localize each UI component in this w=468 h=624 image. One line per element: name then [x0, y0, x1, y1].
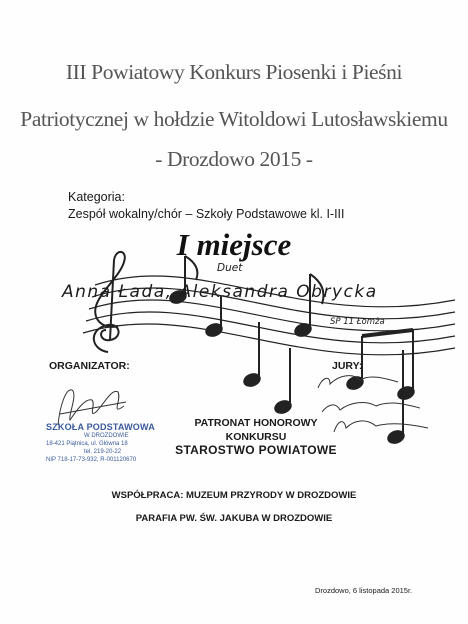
organizer-label: ORGANIZATOR:: [49, 360, 130, 372]
stamp-line: 18-421 Piątnica, ul. Główna 18: [46, 441, 128, 447]
winner-school: SP 11 Łomża: [330, 317, 385, 327]
place-date: Drozdowo, 6 listopada 2015r.: [315, 586, 413, 595]
category-value: Zespół wokalny/chór – Szkoły Podstawowe kl. I-III: [68, 207, 345, 221]
jury-signature-2: [322, 403, 420, 412]
stamp-school-name: SZKOŁA PODSTAWOWA: [46, 422, 155, 432]
cooperation-line2: PARAFIA PW. ŚW. JAKUBA W DROZDOWIE: [135, 513, 333, 524]
stamp-line: tel. 219-20-22: [84, 449, 122, 455]
organizer-signature: [58, 390, 126, 425]
stamp-line: W DROZDOWIE: [84, 433, 129, 439]
contest-title-line2: Patriotycznej w hołdzie Witoldowi Lutosławskiemu: [20, 107, 448, 131]
jury-signature-1: [318, 376, 398, 388]
patronage-block: [156, 417, 356, 458]
cooperation-line1: WSPÓŁPRACA: MUZEUM PRZYRODY W DROZDOWIE: [111, 490, 357, 501]
contest-title-line3: - Drozdowo 2015 -: [155, 147, 313, 171]
patronage-line1: PATRONAT HONOROWY: [194, 417, 318, 429]
jury-label: JURY:: [332, 360, 363, 372]
patronage-line2: KONKURSU: [225, 430, 287, 443]
contest-title-line1: III Powiatowy Konkurs Piosenki i Pieśni: [65, 60, 403, 84]
award-place: I miejsce: [176, 227, 292, 262]
stamp-line: NIP 718-17-73-932, R-001120670: [46, 457, 137, 463]
category-label: Kategoria:: [68, 190, 125, 204]
organizer-stamp: [46, 422, 158, 468]
winner-names: Anna Łada, Aleksandra Obrycka: [62, 282, 378, 302]
patronage-line3: STAROSTWO POWIATOWE: [175, 443, 337, 457]
award-type: Duet: [217, 262, 243, 274]
